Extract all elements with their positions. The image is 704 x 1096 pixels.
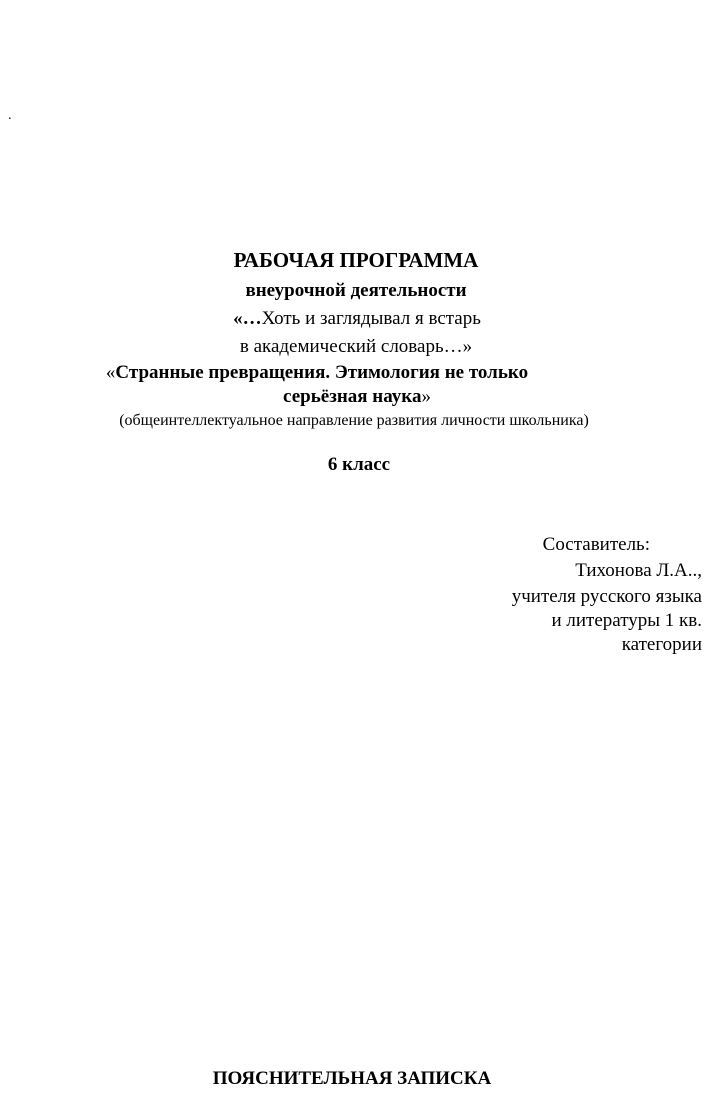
development-direction: (общеинтеллектуальное направление развития личности школьника) <box>119 412 589 429</box>
program-name-open-quote: « <box>105 362 116 383</box>
program-title: РАБОЧАЯ ПРОГРАММА <box>233 248 479 272</box>
program-name-line-2 <box>283 386 431 408</box>
header-mark: . <box>8 108 12 123</box>
epigraph-line-1-text: Хоть и заглядывал я встарь <box>261 308 481 329</box>
epigraph-line-2: в академический словарь…» <box>239 336 473 357</box>
author-position-line-2: и литературы 1 кв. <box>551 610 702 631</box>
program-name-close-quote: » <box>421 386 431 407</box>
program-name-line-1-text: Странные превращения. Этимология не только <box>115 362 529 383</box>
epigraph-open-mark: «… <box>233 308 262 329</box>
author-position-line-1: учителя русского языка <box>511 586 702 607</box>
program-name-line-1 <box>106 362 528 384</box>
grade-label: 6 класс <box>327 454 391 475</box>
author-name: Тихонова Л.А.., <box>575 560 702 581</box>
section-heading: ПОЯСНИТЕЛЬНАЯ ЗАПИСКА <box>212 1068 492 1089</box>
author-label: Составитель: <box>542 534 650 555</box>
program-name-line-2-text: серьёзная наука <box>283 386 422 407</box>
epigraph-line-1 <box>233 308 481 330</box>
program-subtitle: внеурочной деятельности <box>245 280 467 301</box>
author-position-line-3: категории <box>621 634 702 655</box>
